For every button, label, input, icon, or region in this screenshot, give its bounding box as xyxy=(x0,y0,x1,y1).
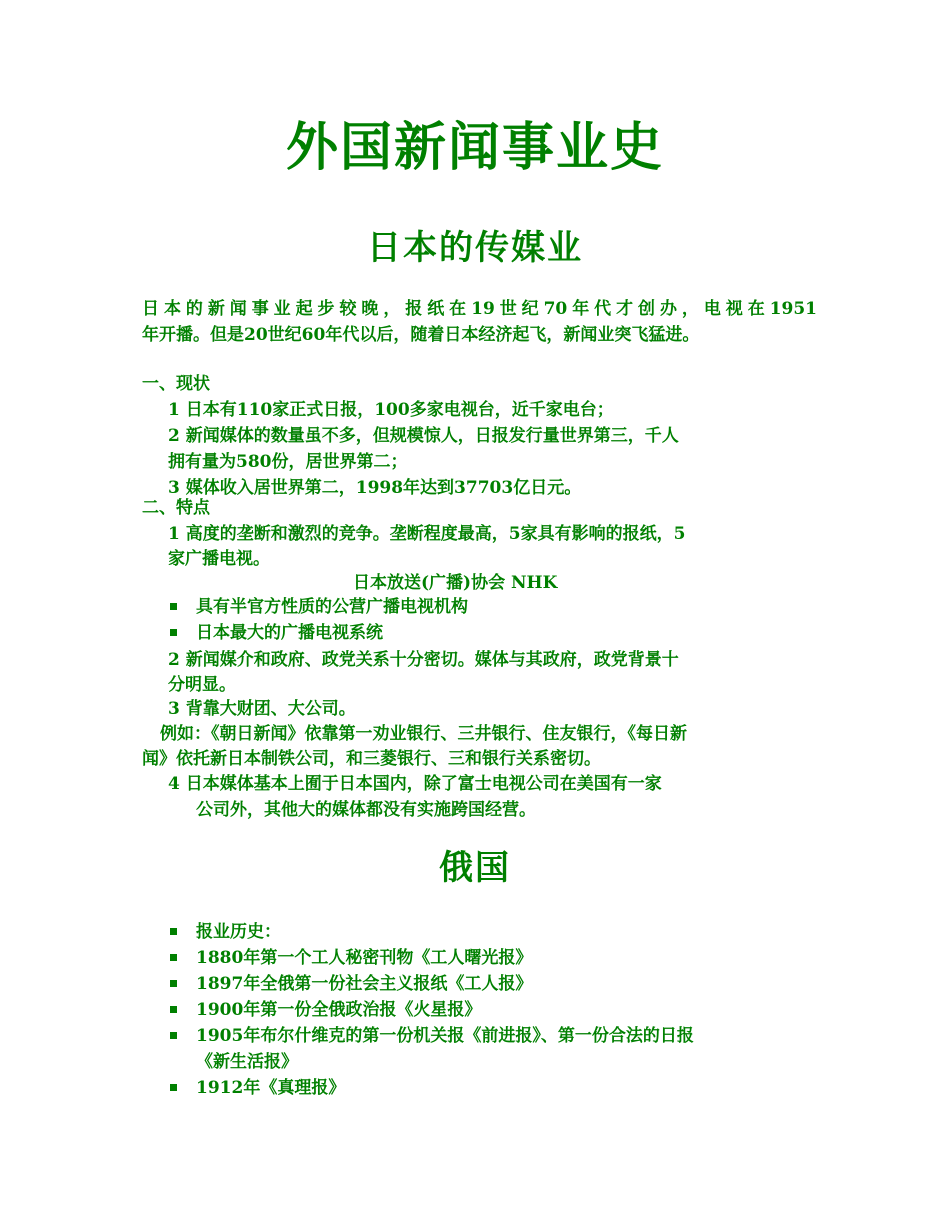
square-bullet-icon xyxy=(170,603,177,610)
feature-item-4-continued: 公司外，其他大的媒体都没有实施跨国经营。 xyxy=(196,800,536,820)
section-heading-russia: 俄国 xyxy=(439,848,511,888)
russia-bullet-item: 1912年《真理报》 xyxy=(196,1078,346,1098)
document-title: 外国新闻事业史 xyxy=(285,117,664,178)
feature-item-2-continued: 分明显。 xyxy=(168,675,236,695)
nhk-bullet-2: 日本最大的广播电视系统 xyxy=(196,623,383,643)
feature-item-3: 3 背靠大财团、大公司。 xyxy=(168,699,356,719)
nhk-bullet-1: 具有半官方性质的公营广播电视机构 xyxy=(196,597,468,617)
status-item-1: 1 日本有110家正式日报，100多家电视台，近千家电台； xyxy=(168,400,614,420)
russia-bullet-item: 报业历史： xyxy=(196,922,281,942)
square-bullet-icon xyxy=(170,928,177,935)
status-item-2-continued: 拥有量为580份，居世界第二； xyxy=(168,452,408,472)
square-bullet-icon xyxy=(170,1084,177,1091)
feature-item-4: 4 日本媒体基本上囿于日本国内，除了富士电视公司在美国有一家 xyxy=(168,774,662,794)
intro-line: 年开播。但是20世纪60年代以后，随着日本经济起飞，新闻业突飞猛进。 xyxy=(142,325,700,345)
square-bullet-icon xyxy=(170,629,177,636)
square-bullet-icon xyxy=(170,954,177,961)
feature-item-2: 2 新闻媒介和政府、政党关系十分密切。媒体与其政府，政党背景十 xyxy=(168,650,679,670)
status-heading: 一、现状 xyxy=(142,374,210,394)
nhk-line: 日本放送(广播)协会 NHK xyxy=(353,573,558,593)
example-line-continued: 闻》依托新日本制铁公司，和三菱银行、三和银行关系密切。 xyxy=(142,749,601,769)
example-line: 例如：《朝日新闻》依靠第一劝业银行、三井银行、住友银行，《每日新 xyxy=(160,724,687,744)
feature-item-1: 1 高度的垄断和激烈的竞争。垄断程度最高，5家具有影响的报纸，5 xyxy=(168,524,686,544)
russia-bullet-item: 1880年第一个工人秘密刊物《工人曙光报》 xyxy=(196,948,533,968)
japan-intro-paragraph xyxy=(142,296,817,348)
square-bullet-icon xyxy=(170,1006,177,1013)
russia-bullet-item: 1897年全俄第一份社会主义报纸《工人报》 xyxy=(196,974,533,994)
russia-bullet-item: 1900年第一份全俄政治报《火星报》 xyxy=(196,1000,482,1020)
section-heading-japan: 日本的传媒业 xyxy=(367,228,583,268)
status-item-2: 2 新闻媒体的数量虽不多，但规模惊人，日报发行量世界第三，千人 xyxy=(168,426,679,446)
features-heading: 二、特点 xyxy=(142,498,210,518)
russia-bullet-item: 1905年布尔什维克的第一份机关报《前进报》、第一份合法的日报 xyxy=(196,1026,694,1046)
feature-item-1-continued: 家广播电视。 xyxy=(168,549,270,569)
status-item-3: 3 媒体收入居世界第二，1998年达到37703亿日元。 xyxy=(168,478,582,498)
square-bullet-icon xyxy=(170,1032,177,1039)
square-bullet-icon xyxy=(170,980,177,987)
intro-line: 日本的新闻事业起步较晚，报纸在19世纪70年代才创办，电视在1951 xyxy=(142,299,817,319)
russia-bullet-item-continued: 《新生活报》 xyxy=(196,1052,298,1072)
